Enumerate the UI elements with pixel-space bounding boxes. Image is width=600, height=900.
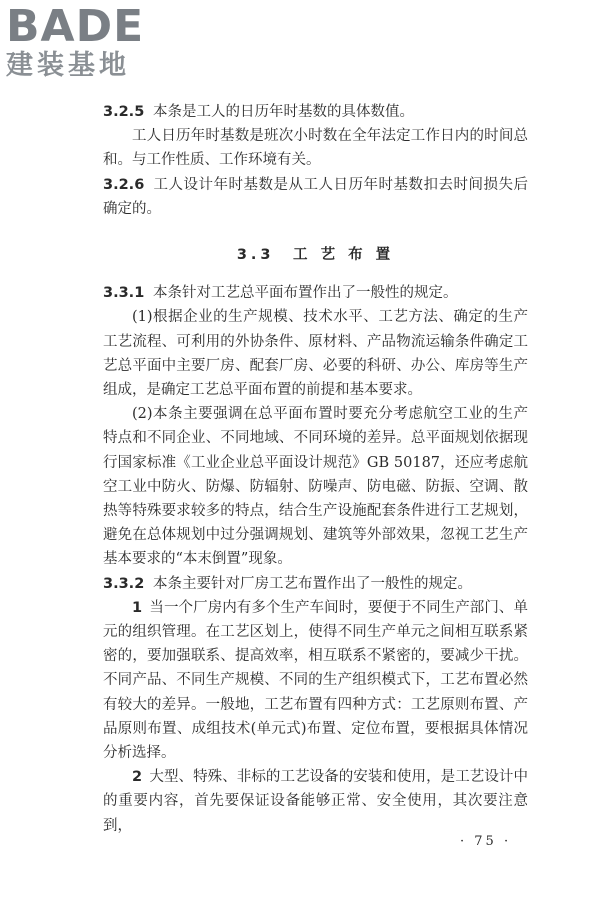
document-body (103, 100, 528, 838)
bade-logo (6, 1, 186, 82)
clause-3-3-2-item-2 (103, 765, 528, 838)
logo-subtitle: 建装基地 (6, 50, 130, 81)
section-heading: 3.3 工 艺 布 置 (236, 247, 395, 264)
clause-number: 3.2.6 (103, 176, 145, 193)
clause-3-3-2-item-1 (103, 596, 528, 765)
page-number: · 75 · (460, 834, 512, 849)
clause-3-2-6 (103, 173, 528, 221)
clause-text: 工人设计年时基数是从工人日历年时基数扣去时间损失后确定的。 (103, 176, 528, 217)
item-number: 1 (132, 599, 143, 616)
clause-3-3-1 (103, 281, 528, 305)
clause-text: 本条主要针对厂房工艺布置作出了一般性的规定。 (152, 575, 472, 592)
item-number: 2 (132, 769, 143, 786)
clause-3-2-5 (103, 100, 528, 124)
clause-number: 3.3.1 (103, 285, 145, 302)
clause-3-3-1-item-1: (1)根据企业的生产规模、技术水平、工艺方法、确定的生产工艺流程、可利用的外协条件、原材料、产品物流运输条件确定工艺总平面中主要厂房、配套厂房、必要的科研、办公、库房等生产组成，是确定工艺总平面布置的前提和基本要求。 (103, 309, 528, 399)
clause-3-3-2 (103, 572, 528, 596)
clause-number: 3.2.5 (103, 104, 145, 120)
clause-text: 本条针对工艺总平面布置作出了一般性的规定。 (152, 285, 458, 302)
clause-text: 本条是工人的日历年时基数的具体数值。 (152, 104, 414, 120)
clause-3-3-1-item-2: (2)本条主要强调在总平面布置时要充分考虑航空工业的生产特点和不同企业、不同地域、不同环境的差异。总平面规划依据现行国家标准《工业企业总平面设计规范》GB 50187，还应考虑航空工业中防火、防爆、防辐射、防噪声、防电磁、防振、空调、散热等特殊要求较多的特点，结合生产设施配套条件进行工艺规划，避免在总体规划中过分强调规划、建筑等外部效果，忽视工艺生产基本要求的“本末倒置”现象。 (103, 406, 528, 568)
logo-wordmark: BADE (6, 1, 145, 52)
item-text: 当一个厂房内有多个生产车间时，要便于不同生产部门、单元的组织管理。在工艺区划上，使得不同生产单元之间相互联系紧密的，要加强联系、提高效率，相互联系不紧密的，要减少干扰。不同产品、不同生产规模、不同的生产组织模式下，工艺布置必然有较大的差异。一般地，工艺布置有四种方式：工艺原则布置、产品原则布置、成组技术(单元式)布置、定位布置，要根据具体情况分析选择。 (103, 599, 528, 762)
item-text: 大型、特殊、非标的工艺设备的安装和使用，是工艺设计中的重要内容，首先要保证设备能够正常、安全使用，其次要注意到， (103, 769, 528, 834)
clause-3-2-5-explanation: 工人日历年时基数是班次小时数在全年法定工作日内的时间总和。与工作性质、工作环境有关。 (103, 128, 528, 169)
clause-number: 3.3.2 (103, 575, 145, 592)
